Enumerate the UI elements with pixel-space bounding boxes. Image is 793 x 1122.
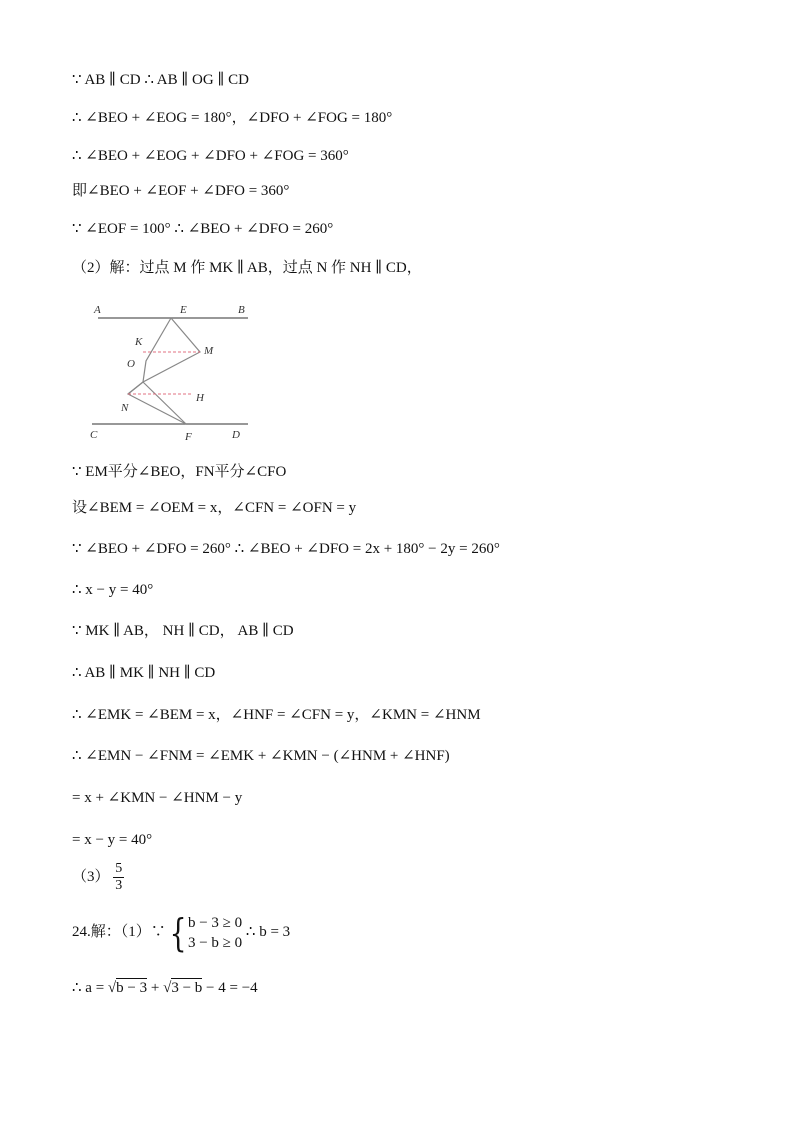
fraction-denominator: 3 bbox=[115, 878, 123, 894]
text-line-8: 设∠BEM = ∠OEM = x，∠CFN = ∠OFN = y bbox=[72, 500, 357, 516]
text-line-6: （2）解：过点 M 作 MK ∥ AB，过点 N 作 NH ∥ CD， bbox=[72, 260, 422, 276]
brace-glyph: { bbox=[169, 910, 187, 955]
text-line-16: = x − y = 40° bbox=[72, 832, 153, 848]
text-line-11: ∵ MK ∥ AB， NH ∥ CD， AB ∥ CD bbox=[72, 623, 294, 639]
text-line-9: ∵ ∠BEO + ∠DFO = 260° ∴ ∠BEO + ∠DFO = 2x + 180° − 2y = 260° bbox=[72, 541, 500, 557]
zigzag-path bbox=[128, 318, 200, 424]
segment-of bbox=[143, 382, 186, 424]
part-3-label: （3） bbox=[72, 869, 110, 885]
part-3-answer bbox=[72, 860, 124, 894]
label-m: M bbox=[204, 345, 214, 357]
label-a: A bbox=[94, 304, 101, 316]
text-line-15: = x + ∠KMN − ∠HNM − y bbox=[72, 790, 243, 806]
q24-conclusion: ∴ b = 3 bbox=[245, 924, 291, 940]
inequality-1: b − 3 ≥ 0 bbox=[187, 914, 243, 931]
inequality-system bbox=[188, 913, 242, 953]
text-line-12: ∴ AB ∥ MK ∥ NH ∥ CD bbox=[72, 665, 216, 681]
label-c: C bbox=[90, 429, 98, 441]
inequality-2: 3 − b ≥ 0 bbox=[187, 934, 243, 951]
label-f: F bbox=[185, 431, 192, 443]
text-line-2: ∴ ∠BEO + ∠EOG = 180°，∠DFO + ∠FOG = 180° bbox=[72, 110, 393, 126]
q24-part1 bbox=[72, 910, 290, 954]
text-line-14: ∴ ∠EMN − ∠FNM = ∠EMK + ∠KMN − (∠HNM + ∠HNF) bbox=[72, 748, 450, 764]
text-line-5: ∵ ∠EOF = 100° ∴ ∠BEO + ∠DFO = 260° bbox=[72, 221, 334, 237]
a-equation-end: − 4 = −4 bbox=[202, 980, 258, 996]
text-line-7: ∵ EM平分∠BEO，FN平分∠CFO bbox=[72, 464, 287, 480]
fraction-numerator: 5 bbox=[115, 861, 123, 877]
text-line-10: ∴ x − y = 40° bbox=[72, 582, 154, 598]
text-line-1: ∵ AB ∥ CD ∴ AB ∥ OG ∥ CD bbox=[72, 72, 249, 88]
segment-e-o-n-f bbox=[128, 318, 171, 394]
a-equation-start: ∴ a = bbox=[72, 980, 108, 996]
radical-1: b − 3 bbox=[116, 980, 148, 996]
text-line-13: ∴ ∠EMK = ∠BEM = x，∠HNF = ∠CFN = y，∠KMN = ∠HNM bbox=[72, 707, 481, 723]
fraction-five-thirds bbox=[113, 861, 124, 894]
label-n: N bbox=[121, 402, 129, 414]
q24-prefix: 24.解：（1）∵ bbox=[72, 924, 166, 940]
label-b: B bbox=[238, 304, 245, 316]
plus-sign: + bbox=[147, 980, 164, 996]
label-o: O bbox=[127, 358, 135, 370]
text-line-3: ∴ ∠BEO + ∠EOG + ∠DFO + ∠FOG = 360° bbox=[72, 148, 349, 164]
label-d: D bbox=[232, 429, 240, 441]
geometry-figure bbox=[88, 298, 258, 446]
q24-a-value: ∴ a = √b − 3 + √3 − b − 4 = −4 bbox=[72, 980, 258, 996]
label-e: E bbox=[180, 304, 187, 316]
text-line-4: 即∠BEO + ∠EOF + ∠DFO = 360° bbox=[72, 183, 290, 199]
label-k: K bbox=[135, 336, 143, 348]
label-h: H bbox=[196, 392, 204, 404]
radical-2: 3 − b bbox=[171, 980, 203, 996]
